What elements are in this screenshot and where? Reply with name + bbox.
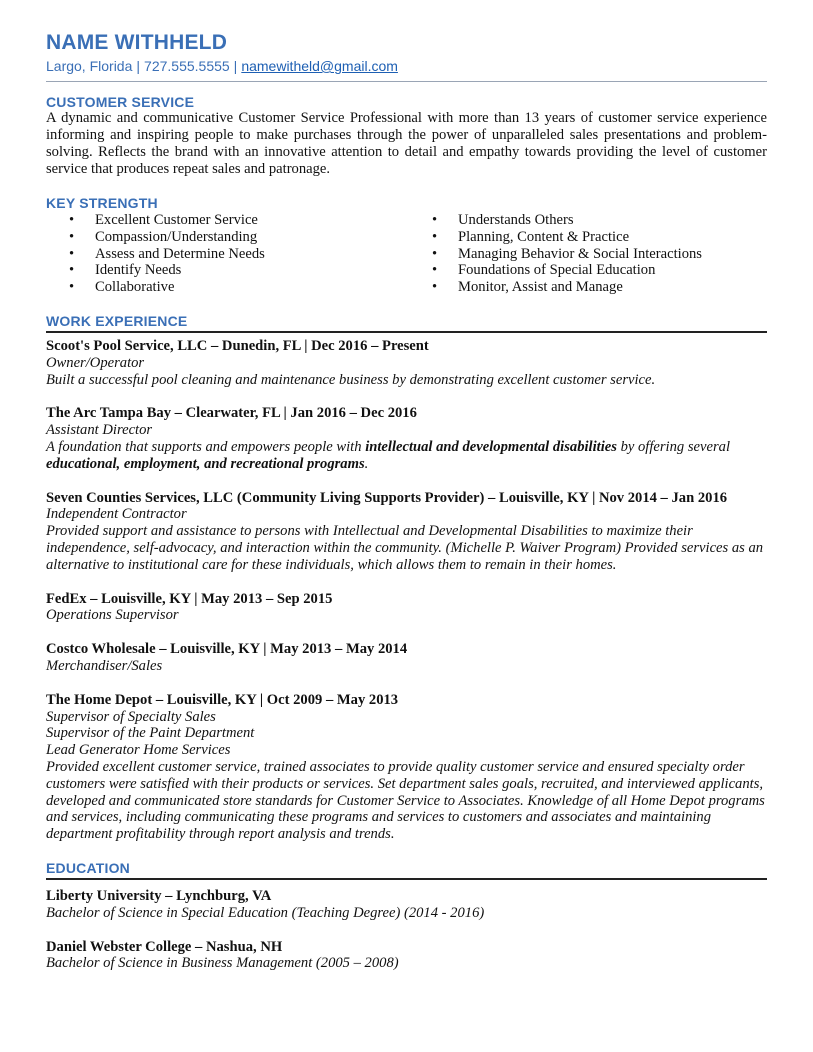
education-divider — [46, 878, 767, 880]
emphasis-text: intellectual and developmental disabilities — [365, 438, 617, 455]
strength-item: • Foundations of Special Education — [436, 262, 766, 279]
job-title: Supervisor of the Paint Department — [46, 725, 255, 742]
strengths-left-column — [46, 212, 436, 296]
strength-item: • Excellent Customer Service — [46, 212, 436, 229]
education-heading: EDUCATION — [46, 860, 130, 876]
job-title: Operations Supervisor — [46, 607, 179, 624]
separator: | — [136, 58, 141, 74]
description-text: Provided support and assistance to persons with Intellectual and Developmental Disabilities to maximize their independence, self-advocacy, and interaction within the community. (Michelle P. Waiver Program) Provided services as an alternative to institutional care for these individuals, which allows them to remain in their homes. — [46, 523, 764, 573]
job-entry — [46, 692, 767, 843]
experience-divider — [46, 331, 767, 333]
description-text: Built a successful pool cleaning and maintenance business by demonstrating excellent customer service. — [46, 371, 656, 388]
job-description — [46, 439, 767, 473]
description-text: Provided excellent customer service, trained associates to provide quality customer service and ensured specialty order customers were satisfied with their products or services. Set department sales goals, recruited, and interviewed applicants, developed and communicated store standards for Customer Service to Associates. Knowledge of all Home Depot programs and services, including communicating these programs and services to customers and associates and maintaining department profitability through report analysis and trends. — [46, 758, 765, 843]
strength-item: • Identify Needs — [46, 262, 436, 279]
job-description — [46, 372, 767, 389]
school-name: Liberty University – Lynchburg, VA — [46, 888, 272, 904]
school-name: Daniel Webster College – Nashua, NH — [46, 938, 283, 955]
candidate-name: NAME WITHHELD — [46, 31, 228, 54]
strength-item: • Compassion/Understanding — [46, 229, 436, 246]
job-entry — [46, 338, 767, 388]
job-entry — [46, 490, 767, 574]
email-link[interactable]: namewitheld@gmail.com — [241, 58, 398, 74]
contact-line — [46, 58, 398, 74]
separator: | — [233, 58, 238, 74]
job-entry — [46, 591, 767, 625]
education-entry — [46, 939, 767, 973]
strength-item: • Understands Others — [436, 212, 766, 229]
job-title: Merchandiser/Sales — [46, 657, 163, 674]
degree: Bachelor of Science in Special Education (Teaching Degree) (2014 - 2016) — [46, 904, 485, 921]
description-text: . — [364, 455, 369, 472]
strength-item: • Planning, Content & Practice — [436, 229, 766, 246]
strength-item: • Managing Behavior & Social Interactions — [436, 246, 766, 263]
job-heading: FedEx – Louisville, KY | May 2013 – Sep 2015 — [46, 590, 333, 607]
description-text: A foundation that supports and empowers people with — [46, 438, 366, 455]
job-entry — [46, 641, 767, 675]
job-heading: The Arc Tampa Bay – Clearwater, FL | Jan 2016 – Dec 2016 — [46, 405, 417, 422]
education-entry — [46, 888, 767, 922]
description-text: by offering several — [616, 438, 730, 455]
job-title: Lead Generator Home Services — [46, 742, 231, 759]
experience-heading: WORK EXPERIENCE — [46, 313, 188, 329]
job-list — [46, 338, 767, 860]
job-title: Supervisor of Specialty Sales — [46, 708, 216, 725]
strength-item: • Assess and Determine Needs — [46, 246, 436, 263]
job-title: Assistant Director — [46, 422, 153, 439]
phone: 727.555.5555 — [144, 58, 230, 74]
emphasis-text: educational, employment, and recreational programs — [46, 455, 365, 472]
summary-text: A dynamic and communicative Customer Service Professional with more than 13 years of customer service experience informing and inspiring people to make purchases through the power of unparalleled sales presentations and problem-solving. Reflects the brand with an innovative attention to detail and empathy towards providing the level of customer service that produces repeat sales and patronage. — [46, 110, 767, 177]
strengths-right-column — [436, 212, 766, 296]
education-list — [46, 888, 767, 989]
job-heading: Costco Wholesale – Louisville, KY | May 2013 – May 2014 — [46, 641, 408, 658]
strength-item: • Collaborative — [46, 279, 436, 296]
degree: Bachelor of Science in Business Management (2005 – 2008) — [46, 955, 399, 972]
strengths-list — [46, 212, 767, 296]
strengths-heading: KEY STRENGTH — [46, 195, 158, 211]
header-divider — [46, 81, 767, 82]
job-heading: Seven Counties Services, LLC (Community Living Supports Provider) – Louisville, KY | Nov 2014 – Jan 2016 — [46, 489, 728, 506]
job-entry — [46, 405, 767, 472]
job-heading: The Home Depot – Louisville, KY | Oct 2009 – May 2013 — [46, 691, 399, 708]
job-description — [46, 759, 767, 843]
strength-item: • Monitor, Assist and Manage — [436, 279, 766, 296]
summary-heading: CUSTOMER SERVICE — [46, 94, 195, 110]
job-title: Independent Contractor — [46, 506, 187, 523]
location: Largo, Florida — [46, 58, 133, 74]
job-title: Owner/Operator — [46, 354, 145, 371]
job-heading: Scoot's Pool Service, LLC – Dunedin, FL | Dec 2016 – Present — [46, 338, 429, 354]
job-description — [46, 523, 767, 573]
